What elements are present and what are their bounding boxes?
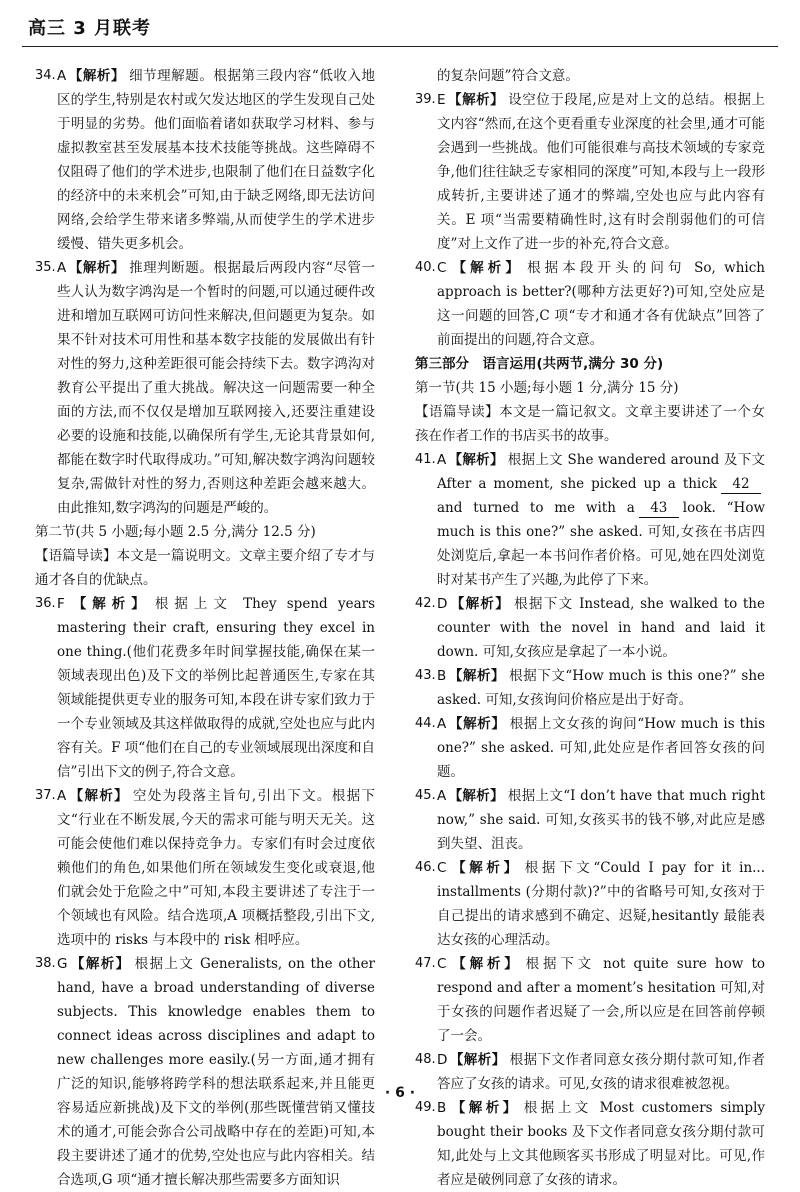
answer-letter: C [437,956,447,972]
answer-letter: A [57,788,67,804]
answer-item-43 [415,664,765,712]
analysis-text: 根据下文 Instead, she walked to the counter with the novel in hand and laid it down. 可知,女孩应是拿起了一本小说。 [437,596,765,660]
blank-42: 42 [721,475,761,494]
answer-letter: C [437,260,447,276]
analysis-text: 根据上文 Most customers simply bought their books 及下文作者同意女孩分期付款可知,此处与上文其他顾客买书形成了明显对比。可见,作者应是破例同意了女孩的请求。 [437,1100,766,1188]
answer-letter: E [437,92,446,108]
passage-guide: 【语篇导读】本文是一篇记叙文。文章主要讲述了一个女孩在作者工作的书店买书的故事。 [415,404,765,444]
analysis-tag: 【解析】 [448,1100,520,1116]
analysis-tag: 【解析】 [449,1052,506,1068]
analysis-tag: 【解析】 [448,860,521,876]
answer-letter: G [57,956,68,972]
answer-item-42 [415,592,765,664]
answer-letter: F [57,596,65,612]
analysis-text: 设空位于段尾,应是对上文的总结。根据上文内容“然而,在这个更看重专业深度的社会里,通才可能会遇到一些挑战。他们可能很难与高技术领域的专家竞争,他们往往缺乏专家相同的深度”可知,本段与上一段形成转折,主要讲述了通才的弊端,空处也应与此内容有关。E 项“当需要精确性时,这有时会削弱他们的可信度”对上文作了进一步的补充,符合文意。 [437,92,766,252]
answer-item-36 [35,592,375,784]
answer-letter: D [437,1052,448,1068]
analysis-tag: 【解析】 [448,788,504,804]
analysis-text: 空处为段落主旨句,引出下文。根据下文“行业在不断发展,今天的需求可能与明天无关。这可能会使他们难以保持竞争力。专家们有时会过度依赖他们的角色,如果他们所在领域发生变化或衰退,他们就会处于危险之中”可知,本段主要讲述了专注于一个领域也有风险。结合选项,A 项概括整段,引出下文,选项中的 risks 与本段中的 risk 相呼应。 [57,788,376,948]
answer-item-40 [415,256,765,352]
answer-item-45 [415,784,765,856]
item-number: 36. [35,596,56,611]
analysis-tag: 【解析】 [69,956,131,972]
item-number: 45. [415,788,436,803]
answer-letter: B [437,668,447,684]
page-header [22,6,778,47]
answer-letter: A [57,68,67,84]
item-number: 42. [415,596,436,611]
answer-item-35 [35,256,375,520]
analysis-text: 推理判断题。根据最后两段内容“尽管一些人认为数字鸿沟是一个暂时的问题,可以通过硬件改进和增加互联网可访问性来解决,但问题更为复杂。如果不针对技术可用性和基本数字技能的发展做出有针对性的努力,这种差距很可能会持续下去。数字鸿沟对教育公平提出了重大挑战。解决这一问题需要一种全面的方法,而不仅仅是增加互联网接入,还要注重建设必要的设施和技能,以确保所有学生,无论其背景如何,都能在数字时代取得成功。”可知,解决数字鸿沟问题较复杂,需做针对性的努力,否则这种差距会越来越大。由此推知,数字鸿沟的问题是严峻的。 [57,260,376,516]
answer-item-49 [415,1096,765,1192]
item-number: 35. [35,260,56,275]
analysis-tag: 【解析】 [448,956,522,972]
item-number: 39. [415,92,436,107]
answer-item-34 [35,64,375,256]
part-heading: 第三部分 语言运用(共两节,满分 30 分) [415,356,664,372]
section-heading: 第二节(共 5 小题;每小题 2.5 分,满分 12.5 分) [35,524,316,540]
item-number: 38. [35,956,56,971]
analysis-text: 根据下文“How much is this one?” she asked. 可知,女孩询问价格应是出于好奇。 [437,668,765,708]
analysis-tag: 【解析】 [449,596,511,612]
answer-letter: C [437,860,447,876]
answer-letter: A [437,716,447,732]
item-number: 49. [415,1100,436,1115]
answer-item-47 [415,952,765,1048]
answer-letter: A [437,452,447,468]
right-column [415,64,765,1192]
section-heading: 第一节(共 15 小题;每小题 1 分,满分 15 分) [415,380,679,396]
analysis-text-part2: and turned to me with a [437,500,635,516]
answer-item-39 [415,88,765,256]
analysis-tag: 【解析】 [68,260,126,276]
item-number: 41. [415,452,436,467]
analysis-text: 根据上文 Generalists, on the other hand, have a broad understanding of diverse subjects. This knowledge enables them to connect ideas across disciplines and adapt to new challenges more easily.(另一方面,通才拥有广泛的知识,能够将跨学科的想法联系起来,并且能更容易适应新挑战)及下文的举例(那些既懂营销又懂技术的通才,可能会弥合公司战略中存在的差距)可知,本段主要讲述了通才的优势,空处也应与此内容相关。结合选项,G 项“通才擅长解决那些需要多方面知识 [57,956,376,1188]
answer-item-38 [35,952,375,1192]
analysis-text-part3: look. “How much is this one?” she asked. 可知,女孩在书店四处浏览后,拿起一本书问作者价格。可见,她在四处浏览时对某书产生了兴趣,为此停了下来。 [437,500,766,588]
answer-item-44 [415,712,765,784]
continued-text: 的复杂问题”符合文意。 [437,68,579,84]
analysis-text: 根据本段开头的问句 So, which approach is better?(哪种方法更好?)可知,空处应是这一问题的回答,C 项“专才和通才各有优缺点”回答了前面提出的问题,符合文意。 [437,260,765,348]
item-number: 48. [415,1052,436,1067]
analysis-tag: 【解析】 [68,788,130,804]
item-number: 43. [415,668,436,683]
answer-letter: A [437,788,447,804]
page-number: · 6 · [384,1085,416,1101]
answer-letter: A [57,260,67,276]
analysis-text: 根据下文“Could I pay for it in... installments (分期付款)?”中的省略号可知,女孩对于自己提出的请求感到不确定、迟疑,hesitantly 最能表达女孩的心理活动。 [437,860,766,948]
left-column [35,64,375,1192]
analysis-text: 根据上文 They spend years mastering their craft, ensuring they excel in one thing.(他们花费多年时间掌握技能,确保在某一领域表现出色)及下文的举例比起普通医生,专家在其领域能提供更专业的服务可知,本段在讲专家们致力于一个专业领域及其这样做取得的成就,空处也应与此内容有关。F 项“他们在自己的专业领域展现出深度和自信”引出下文的例子,符合文意。 [57,596,375,780]
item-number: 37. [35,788,56,803]
answer-item-41 [415,448,765,592]
analysis-tag: 【解析】 [68,68,126,84]
answer-letter: B [437,1100,447,1116]
analysis-text: 根据上文女孩的询问“How much is this one?” she asked. 可知,此处应是作者回答女孩的问题。 [437,716,766,780]
item-number: 47. [415,956,436,971]
analysis-text-part1: 根据上文 She wandered around 及下文 After a moment, she picked up a thick [437,452,766,492]
analysis-tag: 【解析】 [448,260,524,276]
item-number: 34. [35,68,56,83]
analysis-text: 根据下文作者同意女孩分期付款可知,作者答应了女孩的请求。可见,女孩的请求很难被忽视。 [437,1052,766,1092]
item-number: 44. [415,716,436,731]
analysis-tag: 【解析】 [447,92,505,108]
item-number: 46. [415,860,436,875]
blank-43: 43 [639,499,679,518]
analysis-text: 根据下文 not quite sure how to respond and after a moment’s hesitation 可知,对于女孩的问题作者迟疑了一会,所以应是在回答前停顿了一会。 [437,956,765,1044]
item-number: 40. [415,260,436,275]
analysis-text: 根据上文“I don’t have that much right now,” she said. 可知,女孩买书的钱不够,对此应是感到失望、沮丧。 [437,788,766,852]
analysis-tag: 【解析】 [448,668,506,684]
answer-letter: D [437,596,448,612]
passage-guide: 【语篇导读】本文是一篇说明文。文章主要介绍了专才与通才各自的优缺点。 [35,548,375,588]
answer-item-46 [415,856,765,952]
analysis-text: 细节理解题。根据第三段内容“低收入地区的学生,特别是农村或欠发达地区的学生发现自己处于明显的劣势。他们面临着诸如获取学习材料、参与虚拟教室甚至发展基本技术技能等挑战。这些障碍不仅阻碍了他们的学术进步,也限制了他们在日益数字化的经济中的未来机会”可知,由于缺乏网络,即无法访问网络,会给学生带来诸多弊端,从而使学生的学术进步缓慢、错失更多机会。 [57,68,376,252]
analysis-tag: 【解析】 [448,716,506,732]
analysis-tag: 【解析】 [448,452,504,468]
answer-item-37 [35,784,375,952]
header-title: 高三 3 月联考 [28,18,152,39]
analysis-tag: 【解析】 [66,596,151,612]
